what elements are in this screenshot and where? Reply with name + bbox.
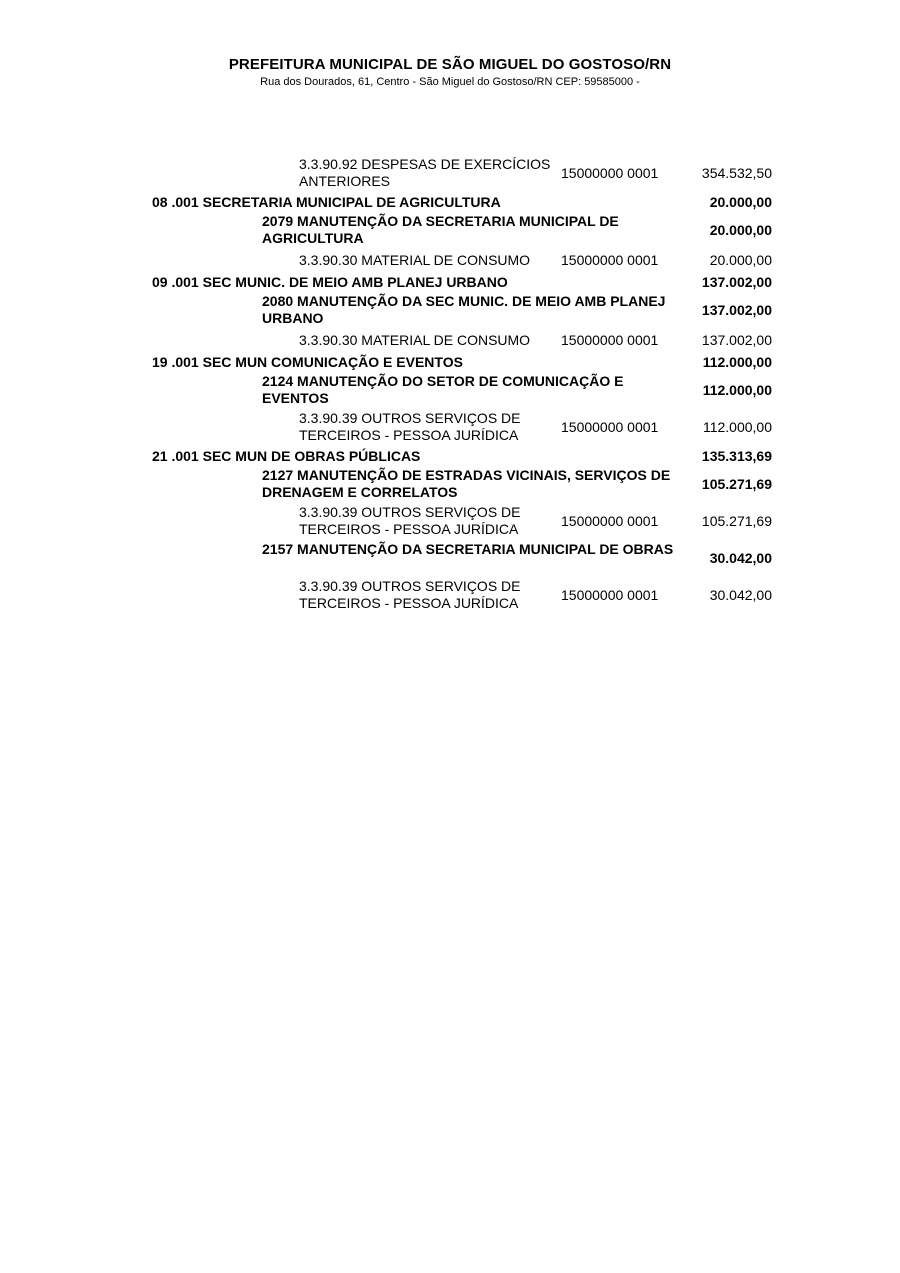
row-value: 20.000,00 [709,194,772,210]
table-row [152,351,772,371]
resource-source: 15000000 0001 [561,165,659,181]
table-row [152,502,772,539]
row-value: 105.271,69 [701,476,772,492]
expense-element-label: 3.3.90.39 OUTROS SERVIÇOS DE TERCEIROS - PESSOA JURÍDICA [299,410,521,443]
row-value: 137.002,00 [701,274,772,290]
table-row [152,271,772,291]
action-label: 2124 MANUTENÇÃO DO SETOR DE COMUNICAÇÃO E EVENTOS [262,373,624,406]
row-value: 354.532,50 [701,165,772,181]
row-value: 112.000,00 [702,382,772,398]
action-label: 2079 MANUTENÇÃO DA SECRETARIA MUNICIPAL DE AGRICULTURA [262,213,619,246]
row-value: 112.000,00 [702,354,772,370]
action-label: 2157 MANUTENÇÃO DA SECRETARIA MUNICIPAL DE OBRAS [262,541,674,557]
table-row [152,328,772,351]
header-title: PREFEITURA MUNICIPAL DE SÃO MIGUEL DO GOSTOSO/RN [228,56,672,73]
action-label: 2127 MANUTENÇÃO DE ESTRADAS VICINAIS, SERVIÇOS DE DRENAGEM E CORRELATOS [262,467,671,500]
table-row [152,576,772,613]
row-value: 135.313,69 [701,448,772,464]
row-value: 112.000,00 [702,419,772,435]
resource-source: 15000000 0001 [561,587,659,603]
row-value: 30.042,00 [709,550,772,566]
resource-source: 15000000 0001 [561,252,659,268]
table-row [152,465,772,502]
table-row [152,539,772,576]
table-row [152,191,772,211]
table-row [152,154,772,191]
organ-label: 09 .001 SEC MUNIC. DE MEIO AMB PLANEJ URBANO [152,274,508,290]
resource-source: 15000000 0001 [561,332,659,348]
resource-source: 15000000 0001 [561,513,659,529]
document-header [0,56,900,88]
table-row [152,445,772,465]
row-value: 30.042,00 [709,587,772,603]
table-row [152,408,772,445]
expense-element-label: 3.3.90.39 OUTROS SERVIÇOS DE TERCEIROS - PESSOA JURÍDICA [299,578,521,611]
table-row [152,371,772,408]
row-value: 20.000,00 [709,252,772,268]
row-value: 20.000,00 [709,222,772,238]
expense-element-label: 3.3.90.92 DESPESAS DE EXERCÍCIOS ANTERIORES [299,156,551,189]
expense-element-label: 3.3.90.30 MATERIAL DE CONSUMO [299,332,531,348]
organ-label: 08 .001 SECRETARIA MUNICIPAL DE AGRICULTURA [152,194,501,210]
resource-source: 15000000 0001 [561,419,659,435]
organ-label: 19 .001 SEC MUN COMUNICAÇÃO E EVENTOS [152,354,463,370]
row-value: 105.271,69 [701,513,772,529]
header-address: Rua dos Dourados, 61, Centro - São Miguel do Gostoso/RN CEP: 59585000 - [260,76,640,88]
action-label: 2080 MANUTENÇÃO DA SEC MUNIC. DE MEIO AMB PLANEJ URBANO [262,293,666,326]
table-row [152,291,772,328]
expense-element-label: 3.3.90.30 MATERIAL DE CONSUMO [299,252,531,268]
organ-label: 21 .001 SEC MUN DE OBRAS PÚBLICAS [152,448,421,464]
table-row [152,211,772,248]
table-row [152,248,772,271]
row-value: 137.002,00 [701,302,772,318]
budget-table [152,154,772,613]
row-value: 137.002,00 [701,332,772,348]
expense-element-label: 3.3.90.39 OUTROS SERVIÇOS DE TERCEIROS - PESSOA JURÍDICA [299,504,521,537]
